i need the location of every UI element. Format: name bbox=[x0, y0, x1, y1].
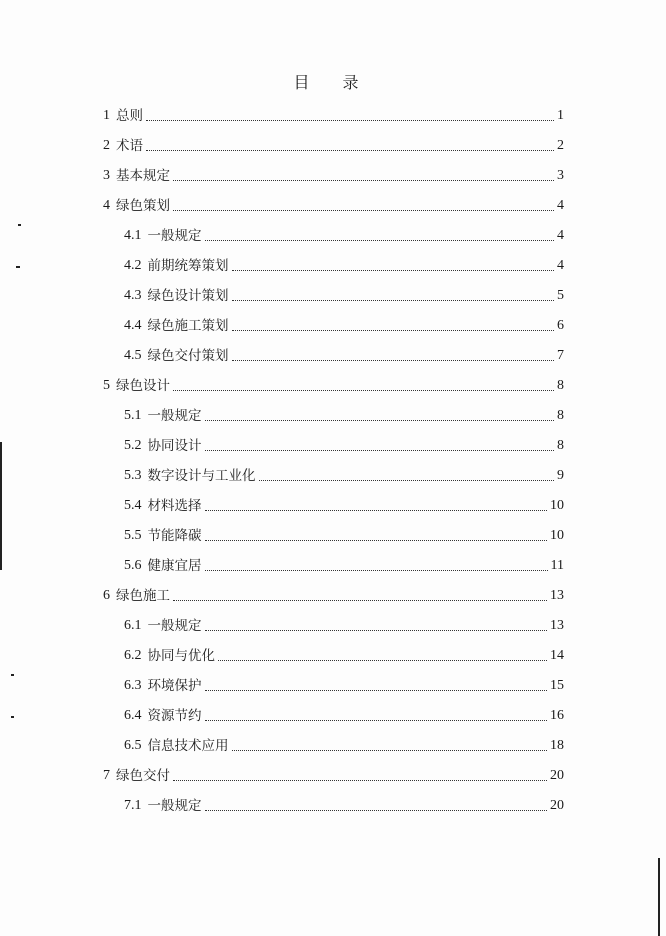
toc-entry-number: 4.3 bbox=[124, 288, 142, 303]
toc-entry-page-number: 7 bbox=[557, 348, 564, 363]
toc-dot-leader bbox=[146, 120, 554, 121]
toc-dot-leader bbox=[205, 690, 548, 691]
toc-entry bbox=[124, 636, 564, 664]
toc-dot-leader bbox=[259, 480, 555, 481]
toc-entry-number: 5.3 bbox=[124, 468, 142, 483]
toc-entry bbox=[124, 696, 564, 724]
toc-entry-number: 5.4 bbox=[124, 498, 142, 513]
toc-dot-leader bbox=[205, 720, 548, 721]
toc-entry bbox=[124, 726, 564, 754]
toc-entry-page-number: 8 bbox=[557, 438, 564, 453]
toc-dot-leader bbox=[205, 810, 548, 811]
toc-entry-label: 绿色施工策划 bbox=[147, 318, 229, 334]
toc-entry-number: 1 bbox=[103, 108, 110, 123]
toc-dot-leader bbox=[232, 330, 555, 331]
toc-dot-leader bbox=[232, 360, 555, 361]
toc-dot-leader bbox=[205, 630, 548, 631]
toc-entry-number: 4.2 bbox=[124, 258, 142, 273]
toc-entry-page-number: 5 bbox=[557, 288, 564, 303]
scan-speck bbox=[11, 716, 14, 718]
toc-entry-number: 4.5 bbox=[124, 348, 142, 363]
toc-entry-number: 7 bbox=[103, 768, 110, 783]
toc-entry-page-number: 10 bbox=[550, 528, 564, 543]
toc-entry-page-number: 20 bbox=[550, 768, 564, 783]
toc-dot-leader bbox=[173, 390, 554, 391]
toc-entry-label: 基本规定 bbox=[116, 168, 170, 184]
toc-entry-number: 6.4 bbox=[124, 708, 142, 723]
toc-entry-number: 6.2 bbox=[124, 648, 142, 663]
toc-entry-page-number: 8 bbox=[557, 378, 564, 393]
toc-entry-label: 绿色施工 bbox=[116, 588, 170, 604]
toc-dot-leader bbox=[205, 570, 548, 571]
toc-entry-number: 5.1 bbox=[124, 408, 142, 423]
toc-entry-page-number: 14 bbox=[550, 648, 564, 663]
toc-entry bbox=[124, 306, 564, 334]
toc-dot-leader bbox=[205, 540, 548, 541]
toc-entry-number: 5 bbox=[103, 378, 110, 393]
toc-entry-label: 资源节约 bbox=[147, 708, 202, 724]
toc-entry-label: 信息技术应用 bbox=[147, 738, 229, 754]
toc-dot-leader bbox=[173, 210, 554, 211]
toc-entry-page-number: 3 bbox=[557, 168, 564, 183]
toc-entry-label: 环境保护 bbox=[147, 678, 202, 694]
toc-entry-number: 4.1 bbox=[124, 228, 142, 243]
toc-entry-number: 5.5 bbox=[124, 528, 142, 543]
toc-entry-label: 数字设计与工业化 bbox=[147, 468, 256, 484]
toc-entry-page-number: 6 bbox=[557, 318, 564, 333]
toc-entry-label: 绿色设计 bbox=[116, 378, 170, 394]
toc-dot-leader bbox=[205, 240, 555, 241]
toc-entry-label: 术语 bbox=[116, 138, 143, 154]
toc-entry-label: 总则 bbox=[116, 108, 143, 124]
toc-entry-label: 一般规定 bbox=[147, 408, 202, 424]
toc-entry bbox=[124, 666, 564, 694]
toc-entry bbox=[124, 216, 564, 244]
toc-entry-label: 一般规定 bbox=[147, 798, 202, 814]
toc-entry-label: 协同设计 bbox=[147, 438, 202, 454]
toc-entry-label: 一般规定 bbox=[147, 228, 202, 244]
toc-entry-label: 节能降碳 bbox=[147, 528, 202, 544]
right-scan-edge bbox=[658, 858, 660, 936]
page-title: 目 录 bbox=[293, 73, 373, 92]
toc-entry-number: 6.5 bbox=[124, 738, 142, 753]
toc-dot-leader bbox=[218, 660, 547, 661]
toc-dot-leader bbox=[232, 750, 548, 751]
toc-entry bbox=[103, 576, 564, 604]
toc-entry-number: 6.3 bbox=[124, 678, 142, 693]
toc-entry bbox=[124, 516, 564, 544]
toc-entry-number: 2 bbox=[103, 138, 110, 153]
toc-entry-label: 绿色交付 bbox=[116, 768, 170, 784]
toc-entry-page-number: 15 bbox=[550, 678, 564, 693]
toc-entry-page-number: 4 bbox=[557, 228, 564, 243]
left-scan-edge bbox=[0, 442, 2, 570]
toc-entry-number: 4.4 bbox=[124, 318, 142, 333]
toc-entry-label: 材料选择 bbox=[147, 498, 202, 514]
toc-entry-number: 5.6 bbox=[124, 558, 142, 573]
toc-entry bbox=[103, 156, 564, 184]
toc-entry-page-number: 10 bbox=[550, 498, 564, 513]
toc-entry bbox=[103, 186, 564, 214]
toc-entry bbox=[124, 546, 564, 574]
toc-dot-leader bbox=[205, 420, 555, 421]
toc-entry bbox=[103, 126, 564, 154]
toc-entry-page-number: 9 bbox=[557, 468, 564, 483]
scan-speck bbox=[16, 266, 20, 268]
toc-entry-label: 绿色设计策划 bbox=[147, 288, 229, 304]
toc-entry bbox=[103, 756, 564, 784]
toc-dot-leader bbox=[205, 510, 548, 511]
toc-entry bbox=[124, 396, 564, 424]
toc-entry-number: 5.2 bbox=[124, 438, 142, 453]
toc-entry-page-number: 4 bbox=[557, 198, 564, 213]
scan-speck bbox=[11, 674, 14, 676]
toc-entry bbox=[103, 96, 564, 124]
toc-entry-page-number: 8 bbox=[557, 408, 564, 423]
toc-entry bbox=[124, 456, 564, 484]
toc-entry-page-number: 16 bbox=[550, 708, 564, 723]
toc-entry bbox=[124, 246, 564, 274]
toc-entry-label: 协同与优化 bbox=[147, 648, 215, 664]
toc-entry bbox=[124, 276, 564, 304]
toc-dot-leader bbox=[173, 780, 547, 781]
toc-entry-page-number: 13 bbox=[550, 618, 564, 633]
toc-dot-leader bbox=[232, 270, 555, 271]
toc-entry-label: 健康宜居 bbox=[147, 558, 202, 574]
toc-entry bbox=[124, 336, 564, 364]
toc-dot-leader bbox=[146, 150, 554, 151]
toc-entry bbox=[124, 426, 564, 454]
toc-entry bbox=[103, 366, 564, 394]
toc-entry-label: 绿色交付策划 bbox=[147, 348, 229, 364]
toc-entry-number: 6.1 bbox=[124, 618, 142, 633]
toc-entry-number: 3 bbox=[103, 168, 110, 183]
toc-entry-page-number: 18 bbox=[550, 738, 564, 753]
toc-entry-page-number: 1 bbox=[557, 108, 564, 123]
toc-entry-page-number: 11 bbox=[550, 558, 564, 573]
toc-entry-number: 4 bbox=[103, 198, 110, 213]
toc-entry bbox=[124, 606, 564, 634]
toc-dot-leader bbox=[232, 300, 555, 301]
toc-entry bbox=[124, 486, 564, 514]
toc-dot-leader bbox=[173, 180, 554, 181]
toc-entry-page-number: 20 bbox=[550, 798, 564, 813]
toc-dot-leader bbox=[205, 450, 555, 451]
toc-entry-label: 一般规定 bbox=[147, 618, 202, 634]
toc-entry-label: 前期统筹策划 bbox=[147, 258, 229, 274]
toc-entry-label: 绿色策划 bbox=[116, 198, 170, 214]
toc-entry-page-number: 2 bbox=[557, 138, 564, 153]
toc-entry-page-number: 4 bbox=[557, 258, 564, 273]
toc-entry-number: 7.1 bbox=[124, 798, 142, 813]
scan-speck bbox=[18, 224, 21, 226]
toc-entry-page-number: 13 bbox=[550, 588, 564, 603]
toc-entry-number: 6 bbox=[103, 588, 110, 603]
toc-entry bbox=[124, 786, 564, 814]
toc-dot-leader bbox=[173, 600, 547, 601]
